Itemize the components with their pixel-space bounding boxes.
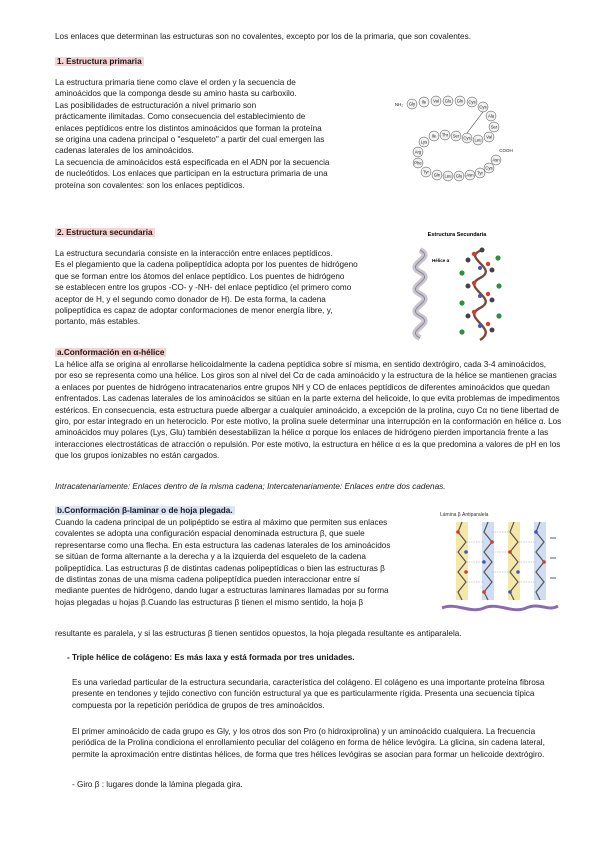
giro-beta-line: - Giro β : lugares donde la lámina plegada gira.: [72, 780, 243, 789]
triple-helix-paragraph-2: [72, 726, 582, 760]
text-line: portanto, más estables.: [55, 317, 141, 327]
section-1-heading: [55, 56, 144, 67]
aa-label: Tyr: [477, 170, 483, 176]
beta-strands: [456, 522, 546, 600]
aa-label: Gln: [433, 172, 441, 178]
text-line: proteína son covalentes: son los enlaces peptídicos.: [55, 180, 245, 190]
aa-label: Asn: [492, 157, 500, 163]
aa-label: Phe: [414, 160, 422, 166]
text-line: a enlaces por puentes de hidrógeno intracatenarios entre grupos NH y CO de enlaces peptídicos de diferentes aminoácidos que quedan: [55, 382, 550, 392]
text-line: hojas plegadas u hojas β.Cuando las estructuras β tienen el mismo sentido, la hoja β: [55, 597, 364, 607]
aa-label: Cys: [479, 104, 487, 110]
aa-label: Lys: [420, 139, 428, 145]
alpha-helix-figure: [402, 228, 512, 348]
intra-inter-note: Intracatenariamente: Enlaces dentro de la misma cadena; Intercatenariamente: Enlaces entre dos cadenas.: [55, 482, 446, 491]
text-line: La estructura primaria tiene como clave el orden y la secuencia de: [55, 78, 296, 87]
aa-label: Ala: [487, 113, 495, 119]
disulfide-bridge: [467, 112, 483, 133]
text-line: se sitúan de forma alternante a la derecha y a la izquierda del esqueleto de la cadena: [55, 552, 366, 562]
section-1-body: [55, 77, 405, 191]
text-line: que se forman entre los átomos del enlace peptídico. Los puentes de hidrógeno: [55, 271, 345, 281]
text-line: polipeptídica es capaz de adoptar conformaciones de menor energía libre, y,: [55, 306, 333, 316]
text-line: Es el plegamiento que la cadena polipeptídica adopta por los puentes de hidrógeno: [55, 260, 358, 270]
text-line: se origina una cadena principal o "esqueleto" a partir del cual emergen las: [55, 135, 325, 145]
figure-label: Hélice α: [432, 258, 450, 263]
aa-label: Leu: [474, 137, 482, 143]
text-line: La secuencia de aminoácidos está especificada en el ADN por la secuencia: [55, 157, 330, 167]
text-line: covalentes se adopta una configuración espacial denominada estructura β, que suele: [55, 529, 365, 539]
text-line: compuesta por la repetición periódica de grupos de tres aminoácidos.: [72, 700, 325, 710]
section-2-heading: [55, 227, 155, 238]
section-1-heading-text: 1. Estructura primaria: [57, 57, 142, 66]
strand-arrows: [550, 538, 556, 578]
text-line: enlaces peptídicos entre los distintos aminoácidos que forman la proteína: [55, 123, 322, 133]
figure-title: Estructura Secundaria: [427, 232, 487, 238]
text-line: prácticamente ilimitadas. Como consecuencia del establecimiento de: [55, 112, 306, 122]
text-line: cadenas laterales de los aminoácidos.: [55, 146, 194, 156]
aa-label: Gln: [456, 98, 464, 104]
aa-label: Val: [433, 98, 439, 104]
aa-label: Leu: [444, 173, 452, 179]
triple-helix-paragraph-1: [72, 677, 582, 711]
text-line: aminoácidos que la componga desde su amino hasta su carboxilo.: [55, 89, 297, 99]
text-line: representarse como una flecha. En esta estructura las cadenas laterales de los aminoácidos: [55, 540, 391, 550]
alpha-body: [55, 359, 575, 462]
text-line: El primer aminoácido de cada grupo es Gly, y los otros dos son Pro (o hidroxiprolina) y un aminoácido cualquiera. La frecuencia: [72, 727, 536, 736]
aa-label: Arg: [414, 149, 422, 155]
intro-text: Los enlaces que determinan las estructuras son no covalentes, excepto por los de la primaria, que son covalentes.: [55, 32, 471, 41]
beta-last-line: resultante es paralela, y si las estructuras β tienen sentidos opuestos, la hoja plegada resultante es antiparalela.: [55, 629, 462, 638]
section-2-body: [55, 248, 405, 328]
text-line: interacciones electrostáticas de atracción o repulsión. Por este motivo, la estructura en hélice α es la que predomina a valores de pH en los: [55, 439, 561, 449]
text-line: periódica de la Prolina condiciona el enrollamiento peculiar del colágeno en forma de hélice levógira. La glicina, sin cadena lateral,: [72, 738, 545, 748]
text-line: aminoácidos muy polares (Lys, Glu) también desestabilizan la hélice α porque los enlaces de hidrógeno pierden importancia frente a las: [55, 428, 549, 438]
triple-helix-heading: - Triple hélice de colágeno: Es más laxa y está formada por tres unidades.: [67, 653, 355, 662]
text-line: polipeptídica. Las estructuras β de distintas cadenas polipeptídicas o bien las estructuras β: [55, 563, 385, 573]
cterm-label: COOH: [499, 148, 513, 153]
aa-label: Glu: [444, 98, 452, 104]
aa-label: Val: [486, 134, 492, 140]
beta-heading-text: b.Conformación β-laminar o de hoja plegada.: [57, 506, 233, 515]
text-line: mediante puentes de hidrógeno, dando lugar a estructuras laminares llamadas por su forma: [55, 586, 389, 596]
text-line: que los grupos ionizables no están cargados.: [55, 451, 220, 461]
text-line: por eso se representa como una hélice. Los giros son al nivel del Cα de cada aminoácido y la estructura de la hélice se mantienen gracias: [55, 371, 557, 381]
text-line: estéricos. En consecuencia, esta estructura puede albergar a cualquier aminoácido, a excepción de la prolina, cuyo Cα no tiene libertad de: [55, 405, 560, 415]
aa-label: Cys: [485, 165, 493, 171]
text-line: se establecen entre los grupos -CO- y -NH- del enlace peptídico (el primero como: [55, 283, 352, 293]
aa-label: Ser: [452, 133, 460, 139]
beta-body: [55, 517, 430, 608]
text-line: enfrentados. Las cadenas laterales de los aminoácidos se sitúan en la parte externa del helicoide, lo que evita problemas de impedimentos: [55, 394, 560, 404]
text-line: Es una variedad particular de la estructura secundaria, característica del colágeno. El colágeno es una importante proteína fibrosa: [72, 678, 545, 687]
amino-acid-chain-figure: [390, 90, 515, 190]
aa-label: Gly: [408, 101, 416, 107]
beta-heading: [55, 505, 235, 516]
backbone-ribbon-bottom: [442, 606, 558, 610]
aa-label: Thr: [441, 132, 449, 138]
backbone-zigzag: [458, 522, 544, 600]
text-line: de nucleótidos. Los enlaces que participan en la estructura primaria de una: [55, 169, 328, 179]
figure-title: Lámina β Antiparalela: [440, 512, 489, 518]
text-line: presente en tendones y tejido conectivo con función estructural ya que es particularmente rígida. Presenta una secuencia típica: [72, 689, 535, 699]
text-line: Las posibilidades de estructuración a nivel primario son: [55, 100, 257, 110]
aa-label: Ser: [490, 124, 498, 130]
nterm-label: NH₂: [394, 102, 404, 107]
alpha-heading-text: a.Conformación en α-hélice: [57, 348, 165, 357]
text-line: aceptor de H, y el segundo como donador de H). De esta forma, la cadena: [55, 294, 326, 304]
aa-label: Asn: [466, 172, 474, 178]
aa-label: Ile: [431, 133, 437, 139]
text-line: Cuando la cadena principal de un polipéptido se estira al máximo que permiten sus enlaces: [55, 518, 388, 527]
text-line: La estructura secundaria consiste en la interacción entre enlaces peptídicos.: [55, 249, 333, 258]
aa-label: Cys: [463, 135, 471, 141]
ball-stick-helix: [459, 248, 501, 341]
section-2-heading-text: 2. Estructura secundaria: [57, 228, 153, 237]
aa-label: Tyr: [423, 169, 429, 175]
aa-label: Ile: [421, 99, 427, 105]
text-line: La hélice alfa se origina al enrollarse helicoidalmente la cadena peptídica sobre sí misma, en sentido dextrógiro, cada 3-4 aminoácidos,: [55, 360, 547, 369]
text-line: giro, por estar integrado en un heterociclo. Por este motivo, la prolina suele determinar una interrupción en la conformación en hélice α. Los: [55, 417, 562, 427]
text-line: permite la aproximación entre distintas hélices, de forma que tres hélices levógiras se asocian para formar un helicoide dextrógiro.: [72, 749, 545, 759]
beta-sheet-figure: [436, 508, 562, 616]
text-line: de distintas zonas de una misma cadena polipeptídica pueden interaccionar entre sí: [55, 575, 360, 585]
alpha-heading: [55, 347, 166, 358]
aa-label: Cys: [468, 99, 476, 105]
aa-label: Glu: [455, 173, 463, 179]
hydrogen-bonds: [466, 532, 536, 582]
